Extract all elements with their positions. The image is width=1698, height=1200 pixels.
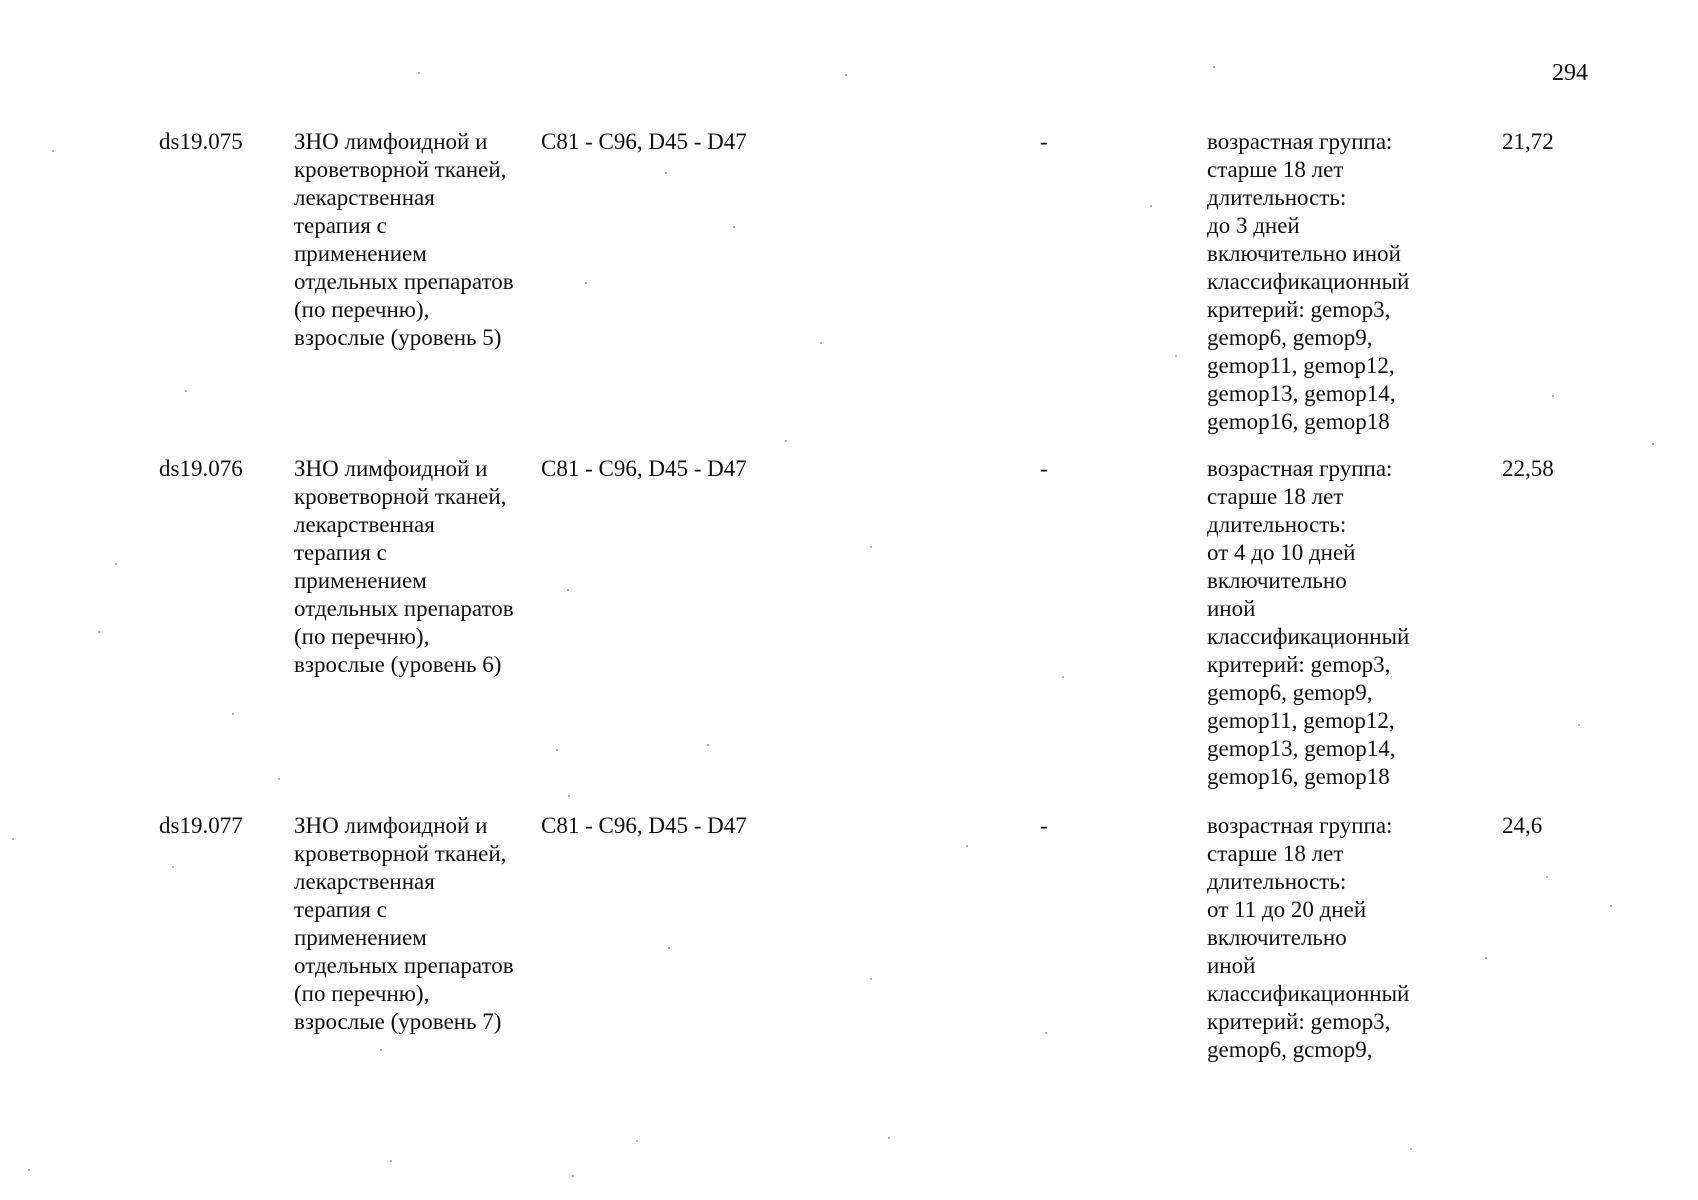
speck [1045,1032,1047,1034]
speck [636,1140,638,1142]
empty-dash: - [1040,813,1048,838]
speck [665,172,667,174]
speck [966,845,968,847]
speck [668,947,670,949]
speck [568,795,570,797]
speck [820,342,822,344]
group-name: ЗНО лимфоидной и кроветворной тканей, лекарственная терапия с применением отдельных препаратов (по перечню), взрослые (уровень 6) [294,456,514,677]
speck [232,713,234,715]
icd-codes: C81 - C96, D45 - D47 [541,813,747,838]
speck [185,390,187,392]
page-number: 294 [1552,60,1588,86]
speck [707,744,709,746]
speck [52,150,54,152]
speck [733,226,735,228]
speck [845,74,847,76]
speck [870,978,872,980]
group-code: ds19.076 [159,456,243,481]
speck [567,589,569,591]
speck [115,563,117,565]
speck [572,1175,574,1177]
empty-dash: - [1040,129,1048,154]
icd-codes: C81 - C96, D45 - D47 [541,456,747,481]
speck [888,1137,890,1139]
speck [12,838,14,840]
speck [1062,676,1064,678]
icd-codes: C81 - C96, D45 - D47 [541,129,747,154]
coefficient: 22,58 [1502,456,1554,481]
speck [98,631,100,633]
speck [1485,957,1487,959]
speck [1546,876,1548,878]
speck [1150,205,1152,207]
speck [585,282,587,284]
group-name: ЗНО лимфоидной и кроветворной тканей, лекарственная терапия с применением отдельных препаратов (по перечню), взрослые (уровень 5) [294,129,514,350]
speck [1213,66,1215,68]
criteria-text: возрастная группа: старше 18 лет длительность: от 11 до 20 дней включительно иной классификационный критерий: gemop3, gemop6, gcmop9, [1207,813,1410,1062]
coefficient: 24,6 [1502,813,1543,838]
group-name: ЗНО лимфоидной и кроветворной тканей, лекарственная терапия с применением отдельных препаратов (по перечню), взрослые (уровень 7) [294,813,514,1034]
speck [1552,395,1554,397]
coefficient: 21,72 [1502,129,1554,154]
speck [278,778,280,780]
speck [1652,443,1654,445]
speck [1175,355,1177,357]
speck [1610,905,1612,907]
speck [1578,724,1580,726]
group-code: ds19.075 [159,129,243,154]
speck [380,1049,382,1051]
speck [1410,1148,1412,1150]
criteria-text: возрастная группа: старше 18 лет длительность: до 3 дней включительно иной классификационный критерий: gemop3, gemop6, gemop9, gemop11, gemop12, gemop13, gemop14, gemop16, gemop18 [1207,129,1410,434]
speck [28,1169,30,1171]
criteria-text: возрастная группа: старше 18 лет длительность: от 4 до 10 дней включительно иной классификационный критерий: gemop3, gemop6, gemop9, gemop11, gemop12, gemop13, gemop14, gemop16, gemop18 [1207,456,1410,789]
speck [418,72,420,74]
speck [785,440,787,442]
speck [172,866,174,868]
speck [556,749,558,751]
group-code: ds19.077 [159,813,243,838]
speck [870,546,872,548]
speck [390,1160,392,1162]
empty-dash: - [1040,456,1048,481]
